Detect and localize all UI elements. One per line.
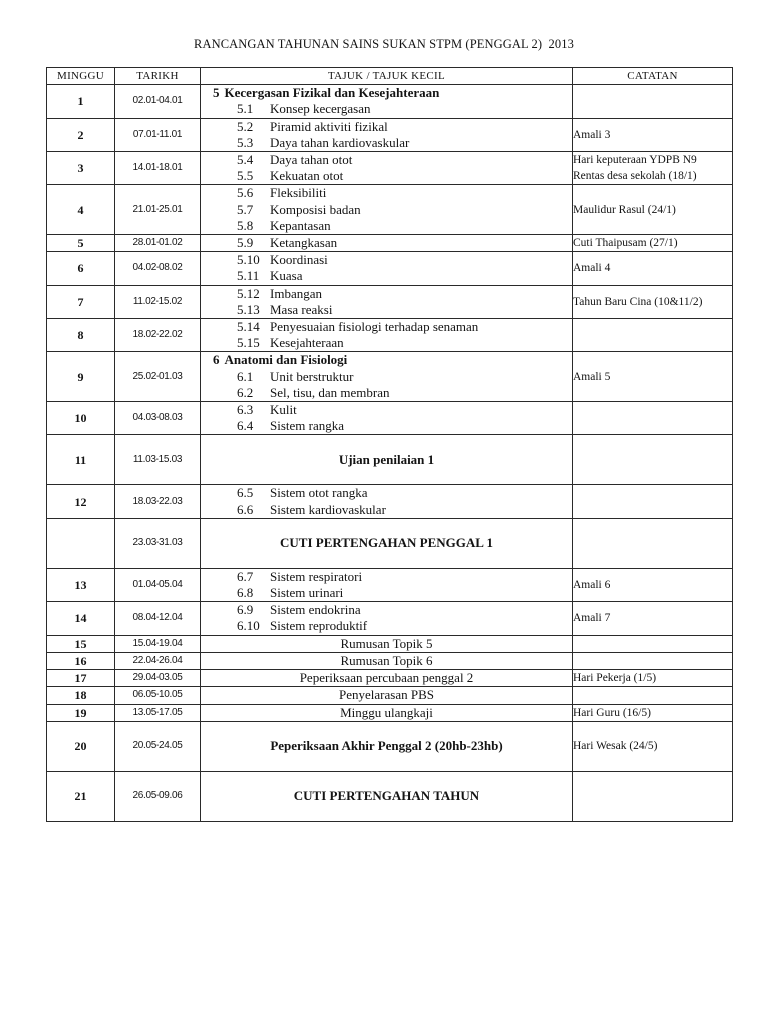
table-row [47,285,733,318]
topic-heading [201,85,572,101]
topic-title: Daya tahan kardiovaskular [270,134,410,150]
topic-cell [201,118,573,151]
week-number-cell: 3 [47,152,115,185]
note-text: Hari Wesak (24/5) [573,740,658,753]
topic-number: 6 [213,352,220,368]
note-text: Amali 3 [573,128,611,141]
note-text: Hari Guru (16/5) [573,706,651,719]
week-number-cell: 20 [47,721,115,771]
subtopic [201,168,572,184]
week-number-cell: 21 [47,771,115,821]
week-number-cell: 17 [47,670,115,687]
topic-number: 6.4 [237,418,254,434]
date-range-cell: 07.01-11.01 [115,118,201,151]
week-number-cell: 14 [47,602,115,635]
topic-heading [201,352,572,368]
topic-number: 6.9 [237,602,254,618]
topic-number: 5.7 [237,201,254,217]
subtopic [201,369,572,385]
notes-cell [573,704,733,721]
topic-cell [201,485,573,518]
topic-title: Anatomi dan Fisiologi [224,352,348,368]
week-number-cell: 7 [47,285,115,318]
topic-title: Penyesuaian fisiologi terhadap senaman [270,319,479,335]
topic-cell [201,687,573,704]
table-row [47,152,733,185]
topic-number: 5.1 [237,101,254,117]
subtopic [201,152,572,168]
topic-number: 5.8 [237,217,254,233]
date-range-cell: 13.05-17.05 [115,704,201,721]
topic-number: 6.10 [237,618,260,634]
topic-cell [201,285,573,318]
subtopic [201,185,572,201]
topic-cell [201,85,573,118]
week-number-cell: 18 [47,687,115,704]
topic-number: 5.2 [237,118,254,134]
notes-cell [573,721,733,771]
topic-title: Masa reaksi [270,301,333,317]
subtopic [201,101,572,117]
date-range-cell: 22.04-26.04 [115,652,201,669]
header-row [47,68,733,85]
subtopic [201,602,572,618]
topic-number: 5.11 [237,268,260,284]
table-row [47,771,733,821]
subtopic [201,502,572,518]
table-row [47,435,733,485]
event-title: Ujian penilaian 1 [338,451,435,467]
note-text: Hari keputeraan YDPB N9 [573,154,697,167]
topic-cell [201,771,573,821]
week-number-cell: 1 [47,85,115,118]
subtopic [201,218,572,234]
topic-title: Sel, tisu, dan membran [270,384,390,400]
column-header-tarikh: TARIKH [115,68,201,85]
topic-title: Daya tahan otot [270,152,353,168]
notes-cell [573,602,733,635]
week-number-cell: 12 [47,485,115,518]
subtopic [201,119,572,135]
topic-title: Unit berstruktur [270,368,354,384]
note-text: Amali 5 [573,370,611,383]
notes-cell [573,771,733,821]
subtopic [201,268,572,284]
date-range-cell: 04.02-08.02 [115,252,201,285]
week-number-cell: 2 [47,118,115,151]
event-title: Rumusan Topik 5 [340,635,433,651]
table-row [47,252,733,285]
week-number-cell: 13 [47,568,115,601]
notes-cell [573,118,733,151]
topic-number: 5.12 [237,285,260,301]
notes-cell [573,352,733,402]
week-number-cell: 11 [47,435,115,485]
week-number-cell: 15 [47,635,115,652]
notes-cell [573,485,733,518]
event-title: Peperiksaan Akhir Penggal 2 (20hb-23hb) [270,738,503,754]
topic-cell [201,721,573,771]
table-row [47,185,733,235]
table-row [47,352,733,402]
topic-cell [201,435,573,485]
topic-cell [201,235,573,252]
topic-cell [201,602,573,635]
week-number-cell: 6 [47,252,115,285]
topic-number: 5.10 [237,252,260,268]
subtopic [201,485,572,501]
date-range-cell: 06.05-10.05 [115,687,201,704]
annual-plan-table [46,67,733,822]
column-header-tajuk: TAJUK / TAJUK KECIL [201,68,573,85]
table-row [47,319,733,352]
topic-cell [201,402,573,435]
notes-cell [573,518,733,568]
note-text: Amali 4 [573,262,611,275]
topic-number: 5.4 [237,152,254,168]
topic-number: 5.5 [237,168,254,184]
date-range-cell: 08.04-12.04 [115,602,201,635]
notes-cell [573,235,733,252]
subtopic [201,335,572,351]
topic-title: Sistem respiratori [270,568,363,584]
table-row [47,568,733,601]
topic-title: Sistem kardiovaskular [270,501,386,517]
topic-title: Kepantasan [270,217,331,233]
page-title: RANCANGAN TAHUNAN SAINS SUKAN STPM (PENGGAL 2) 2013 [194,37,574,51]
topic-title: Ketangkasan [270,235,338,251]
topic-title: Piramid aktiviti fizikal [270,118,388,134]
topic-number: 5.14 [237,319,260,335]
date-range-cell: 18.02-22.02 [115,319,201,352]
topic-number: 6.6 [237,501,254,517]
topic-number: 5.6 [237,185,254,201]
topic-title: Fleksibiliti [270,185,327,201]
week-number-cell: 16 [47,652,115,669]
notes-cell [573,152,733,185]
table-row [47,85,733,118]
table-row [47,687,733,704]
date-range-cell: 04.03-08.03 [115,402,201,435]
table-row [47,602,733,635]
topic-cell [201,635,573,652]
table-row [47,518,733,568]
notes-cell [573,285,733,318]
notes-cell [573,670,733,687]
topic-title: Sistem reproduktif [270,618,368,634]
topic-title: Sistem otot rangka [270,485,368,501]
date-range-cell: 21.01-25.01 [115,185,201,235]
table-row [47,670,733,687]
week-number-cell: 8 [47,319,115,352]
week-number-cell: 19 [47,704,115,721]
event-title: Rumusan Topik 6 [340,652,433,668]
note-text: Tahun Baru Cina (10&11/2) [573,295,703,308]
note-text: Rentas desa sekolah (18/1) [573,170,697,183]
topic-title: Sistem rangka [270,418,345,434]
notes-cell [573,402,733,435]
note-text: Amali 6 [573,578,611,591]
table-header [47,68,733,85]
date-range-cell: 18.03-22.03 [115,485,201,518]
topic-cell [201,185,573,235]
note-text: Hari Pekerja (1/5) [573,672,657,685]
subtopic [201,418,572,434]
topic-number: 6.1 [237,368,254,384]
table-row [47,652,733,669]
topic-title: Konsep kecergasan [270,101,371,117]
date-range-cell: 25.02-01.03 [115,352,201,402]
topic-cell [201,568,573,601]
topic-title: Sistem endokrina [270,602,361,618]
table-row [47,402,733,435]
week-number-cell: 9 [47,352,115,402]
topic-title: Kuasa [270,268,303,284]
topic-number: 5.3 [237,134,254,150]
notes-cell [573,252,733,285]
note-text: Amali 7 [573,612,611,625]
date-range-cell: 29.04-03.05 [115,670,201,687]
topic-number: 6.7 [237,568,254,584]
subtopic [201,585,572,601]
topic-title: Komposisi badan [270,201,361,217]
topic-title: Imbangan [270,285,322,301]
topic-title: Kecergasan Fizikal dan Kesejahteraan [224,85,440,101]
notes-cell [573,185,733,235]
subtopic [201,252,572,268]
topic-title: Kulit [270,402,297,418]
subtopic [201,302,572,318]
topic-number: 5.15 [237,335,260,351]
event-title: Penyelarasan PBS [339,687,434,703]
date-range-cell: 01.04-05.04 [115,568,201,601]
topic-cell [201,152,573,185]
table-row [47,704,733,721]
topic-cell [201,518,573,568]
topic-title: Kesejahteraan [270,335,344,351]
subtopic [201,569,572,585]
topic-title: Sistem urinari [270,585,344,601]
event-title: Peperiksaan percubaan penggal 2 [299,670,474,686]
table-row [47,485,733,518]
topic-number: 5.13 [237,301,260,317]
topic-number: 6.2 [237,384,254,400]
subtopic [201,235,572,251]
topic-title: Kekuatan otot [270,168,344,184]
note-text: Cuti Thaipusam (27/1) [573,237,678,250]
date-range-cell: 14.01-18.01 [115,152,201,185]
notes-cell [573,85,733,118]
event-title: Minggu ulangkaji [340,704,433,720]
topic-number: 6.8 [237,585,254,601]
week-number-cell [47,518,115,568]
topic-number: 6.3 [237,402,254,418]
column-header-catatan: CATATAN [573,68,733,85]
topic-cell [201,704,573,721]
topic-number: 5.9 [237,235,254,251]
topic-cell [201,252,573,285]
event-title: CUTI PERTENGAHAN PENGGAL 1 [280,535,493,551]
week-number-cell: 5 [47,235,115,252]
topic-number: 6.5 [237,485,254,501]
date-range-cell: 26.05-09.06 [115,771,201,821]
subtopic [201,319,572,335]
subtopic [201,286,572,302]
topic-cell [201,319,573,352]
notes-cell [573,435,733,485]
notes-cell [573,687,733,704]
note-text: Maulidur Rasul (24/1) [573,203,676,216]
column-header-minggu: MINGGU [47,68,115,85]
table-row [47,635,733,652]
topic-title: Koordinasi [270,252,328,268]
subtopic [201,618,572,634]
date-range-cell: 11.02-15.02 [115,285,201,318]
subtopic [201,402,572,418]
notes-cell [573,652,733,669]
table-body [47,85,733,822]
topic-number: 5 [213,85,220,101]
week-number-cell: 4 [47,185,115,235]
date-range-cell: 28.01-01.02 [115,235,201,252]
subtopic [201,135,572,151]
topic-cell [201,670,573,687]
date-range-cell: 23.03-31.03 [115,518,201,568]
table-row [47,235,733,252]
topic-cell [201,352,573,402]
table-row [47,721,733,771]
topic-cell [201,652,573,669]
event-title: CUTI PERTENGAHAN TAHUN [293,788,480,804]
week-number-cell: 10 [47,402,115,435]
subtopic [201,202,572,218]
date-range-cell: 20.05-24.05 [115,721,201,771]
notes-cell [573,568,733,601]
notes-cell [573,319,733,352]
table-row [47,118,733,151]
notes-cell [573,635,733,652]
date-range-cell: 02.01-04.01 [115,85,201,118]
date-range-cell: 15.04-19.04 [115,635,201,652]
subtopic [201,385,572,401]
date-range-cell: 11.03-15.03 [115,435,201,485]
